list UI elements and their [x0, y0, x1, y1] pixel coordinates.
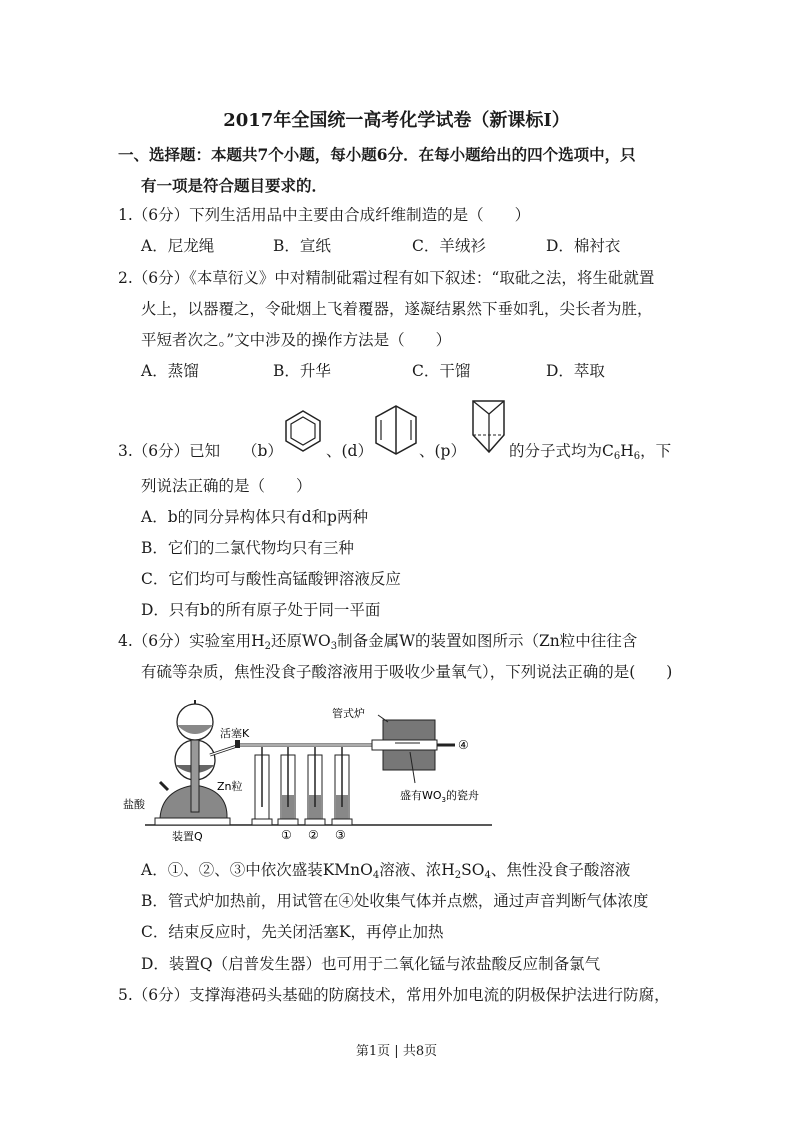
- label-zn: Zn粒: [217, 780, 243, 793]
- label-bottle-1: ①: [281, 828, 292, 842]
- label-furnace: 管式炉: [332, 707, 365, 720]
- q4-option-d: D．装置Q（启普发生器）也可用于二氧化锰与浓盐酸反应制备氯气: [141, 955, 601, 973]
- label-boat-b: 的瓷舟: [446, 789, 480, 802]
- q4-opt-text: 、焦性没食子酸溶液: [490, 861, 631, 879]
- q4-option-c: C．结束反应时，先关闭活塞K，再停止加热: [141, 923, 444, 941]
- q4-option-b: B．管式炉加热前，用试管在④处收集气体并点燃，通过声音判断气体浓度: [141, 892, 649, 910]
- q3-option-d: D．只有b的所有原子处于同一平面: [141, 601, 381, 619]
- q3-option-a: A．b的同分异构体只有d和p两种: [141, 508, 368, 526]
- q2-option-d: D．萃取: [546, 362, 605, 380]
- q4-stem: [118, 631, 637, 651]
- label-boat-a: 盛有WO: [400, 789, 442, 802]
- q4-stem-2: 有硫等杂质，焦性没食子酸溶液用于吸收少量氧气），下列说法正确的是( ): [141, 663, 673, 681]
- q4-option-a: [141, 860, 630, 880]
- q4-opt-text: A．①、②、③中依次盛装KMnO: [141, 861, 373, 879]
- q3-option-b: B．它们的二氯代物均只有三种: [141, 539, 354, 557]
- q3-stem-2: 列说法正确的是（ ）: [141, 477, 312, 495]
- q3-suffix-text: 的分子式均为C: [509, 442, 614, 460]
- q2-option-c: C．干馏: [412, 362, 471, 380]
- label-bottle-3: ③: [335, 828, 346, 842]
- q4-text: 制备金属W的装置如图所示（Zn粒中往往含: [337, 632, 638, 650]
- q4-text: 还原WO: [271, 632, 331, 650]
- benzene-structure: [282, 408, 324, 456]
- q2-option-b: B．升华: [273, 362, 331, 380]
- q2-stem-2: 火上，以器覆之，令砒烟上飞着覆器，遂凝结累然下垂如乳，尖长者为胜，: [141, 300, 653, 318]
- subscript: 2: [454, 870, 462, 881]
- q3-label-p: 、(p）: [419, 442, 466, 460]
- dewar-benzene-structure: [373, 403, 419, 457]
- q3-suffix-h: H: [620, 442, 634, 460]
- subscript: 4: [484, 870, 491, 881]
- q4-opt-text: SO: [461, 861, 485, 879]
- subscript: 6: [613, 451, 621, 462]
- section-heading-cont: 有一项是符合题目要求的．: [141, 176, 328, 195]
- subscript: 3: [441, 796, 447, 804]
- q1-option-d: D．棉衬衣: [546, 237, 621, 255]
- q3-label-b: （b）: [242, 442, 283, 460]
- apparatus-figure: [110, 695, 500, 845]
- prismane-structure: [471, 399, 507, 455]
- subscript: 4: [372, 870, 380, 881]
- label-boat: [400, 788, 479, 804]
- q4-text: 4.（6分）实验室用H: [118, 632, 265, 650]
- q1-option-a: A．尼龙绳: [141, 237, 215, 255]
- label-outlet-4: ④: [458, 738, 469, 752]
- q4-opt-text: 溶液、浓H: [379, 861, 455, 879]
- q1-stem: 1.（6分）下列生活用品中主要由合成纤维制造的是（ ）: [118, 206, 531, 224]
- subscript: 3: [330, 641, 338, 652]
- page-title: 2017年全国统一高考化学试卷（新课标I）: [223, 110, 570, 131]
- q2-option-a: A．蒸馏: [141, 362, 199, 380]
- q3-option-c: C．它们均可与酸性高锰酸钾溶液反应: [141, 570, 401, 588]
- label-valve: 活塞K: [220, 727, 250, 740]
- label-device: 装置Q: [172, 830, 203, 843]
- q1-option-b: B．宣纸: [273, 237, 331, 255]
- q3-prefix: 3.（6分）已知: [118, 442, 221, 460]
- label-acid: 盐酸: [123, 798, 145, 811]
- q2-stem: 2.（6分）《本草衍义》中对精制砒霜过程有如下叙述：“取砒之法，将生砒就置: [118, 269, 655, 287]
- subscript: 2: [264, 641, 272, 652]
- q5-stem: 5.（6分）支撑海港码头基础的防腐技术，常用外加电流的阴极保护法进行防腐，: [118, 986, 670, 1004]
- q2-stem-3: 平短者次之。”文中涉及的操作方法是（ ）: [141, 331, 452, 349]
- q1-option-c: C．羊绒衫: [412, 237, 486, 255]
- label-bottle-2: ②: [308, 828, 319, 842]
- q3-suffix: [509, 441, 671, 461]
- section-heading: 一、选择题：本题共7个小题，每小题6分．在每小题给出的四个选项中，只: [118, 145, 636, 164]
- q3-label-d: 、(d）: [326, 442, 373, 460]
- q3-suffix-end: ，下: [640, 442, 672, 460]
- subscript: 6: [633, 451, 641, 462]
- page-footer: 第1页 | 共8页: [355, 1044, 438, 1059]
